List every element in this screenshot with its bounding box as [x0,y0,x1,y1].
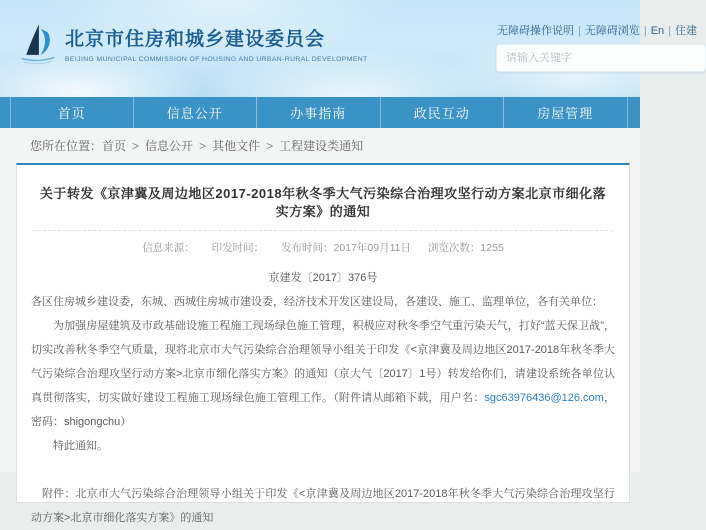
meta-source: 信息来源： [142,242,195,254]
breadcrumb-separator: > [266,138,274,153]
meta-print-time: 印发时间： [211,242,265,254]
site-logo[interactable] [20,22,368,68]
breadcrumb-construction-notices[interactable]: 工程建设类通知 [279,139,364,153]
nav-item-information[interactable]: 信息公开 [134,97,258,128]
article-body [31,266,615,530]
breadcrumb-separator: > [132,138,140,153]
paragraph-text-before-email: 为加强房屋建筑及市政基础设施工程施工现场绿色施工管理，积极应对秋冬季空气重污染天气，打好“蓝天保卫战”，切实改善秋冬季空气质量，现将北京市大气污染综合治理领导小组关于印发《<京津冀及周边地区2017-2018年秋冬季大气污染综合治理攻坚行动方案>北京市细化落实方案》的通知（京大气〔2017〕1号）转发给你们，请建设系统各单位认真贯彻落实，切实做好建设工程施工现场绿色施工管理工作。（附件请从邮箱下载，用户名： [31,320,615,404]
nav-item-service-guide[interactable]: 办事指南 [257,97,381,128]
breadcrumb-information[interactable]: 信息公开 [145,139,194,153]
breadcrumb-other-documents[interactable]: 其他文件 [212,139,261,153]
meta-view-count: 浏览次数：1255 [427,242,504,254]
zhujian-link[interactable]: 住建 [675,25,698,37]
meta-publish-time: 发布时间：2017年09月11日 [281,242,411,254]
utility-separator: | [668,25,672,37]
document-number: 京建发〔2017〕376号 [268,272,378,284]
salutation-paragraph: 各区住房城乡建设委，东城、西城住房城市建设委，经济技术开发区建设局，各建设、施工、监理单位，各有关单位： [31,296,603,308]
search-input[interactable] [506,52,696,64]
utility-separator: | [643,25,647,37]
closing-paragraph: 特此通知。 [53,440,108,452]
main-nav [0,97,640,128]
accessibility-help-link[interactable]: 无障碍操作说明 [497,25,574,37]
article-meta [31,240,615,255]
site-title: 北京市住房和城乡建设委员会 [65,28,326,50]
breadcrumb-label: 您所在位置： [30,139,103,153]
accessibility-browse-link[interactable]: 无障碍浏览 [584,25,640,37]
nav-item-housing-management[interactable]: 房屋管理 [504,97,628,128]
breadcrumb [0,128,640,163]
utility-links [497,22,697,38]
nav-item-interaction[interactable]: 政民互动 [381,97,505,128]
breadcrumb-home[interactable]: 首页 [102,139,127,153]
site-header [0,0,698,97]
search-box [496,44,706,72]
site-subtitle: BEIJING MUNICIPAL COMMISSION OF HOUSING AND URBAN-RURAL DEVELOPMENT [65,55,368,63]
main-paragraph [31,314,615,434]
logo-sailboat-icon [20,22,56,68]
content-area [0,163,640,524]
attachment-email-link[interactable]: sgc63976436@126.com [484,392,604,404]
nav-item-home[interactable]: 首页 [10,97,134,128]
paragraph-text-after-email: ，密码：shigongchu） [31,392,616,428]
breadcrumb-separator: > [199,138,207,153]
title-separator [33,230,613,231]
english-link[interactable]: En [650,25,665,37]
utility-separator: | [578,25,581,37]
article-title: 关于转发《京津冀及周边地区2017-2018年秋冬季大气污染综合治理攻坚行动方案北京市细化落实方案》的通知 [39,186,607,219]
attachment-paragraph: 附件：北京市大气污染综合治理领导小组关于印发《<京津冀及周边地区2017-2018年秋冬季大气污染综合治理攻坚行动方案>北京市细化落实方案》的通知 [31,488,615,524]
article-box [16,163,630,524]
